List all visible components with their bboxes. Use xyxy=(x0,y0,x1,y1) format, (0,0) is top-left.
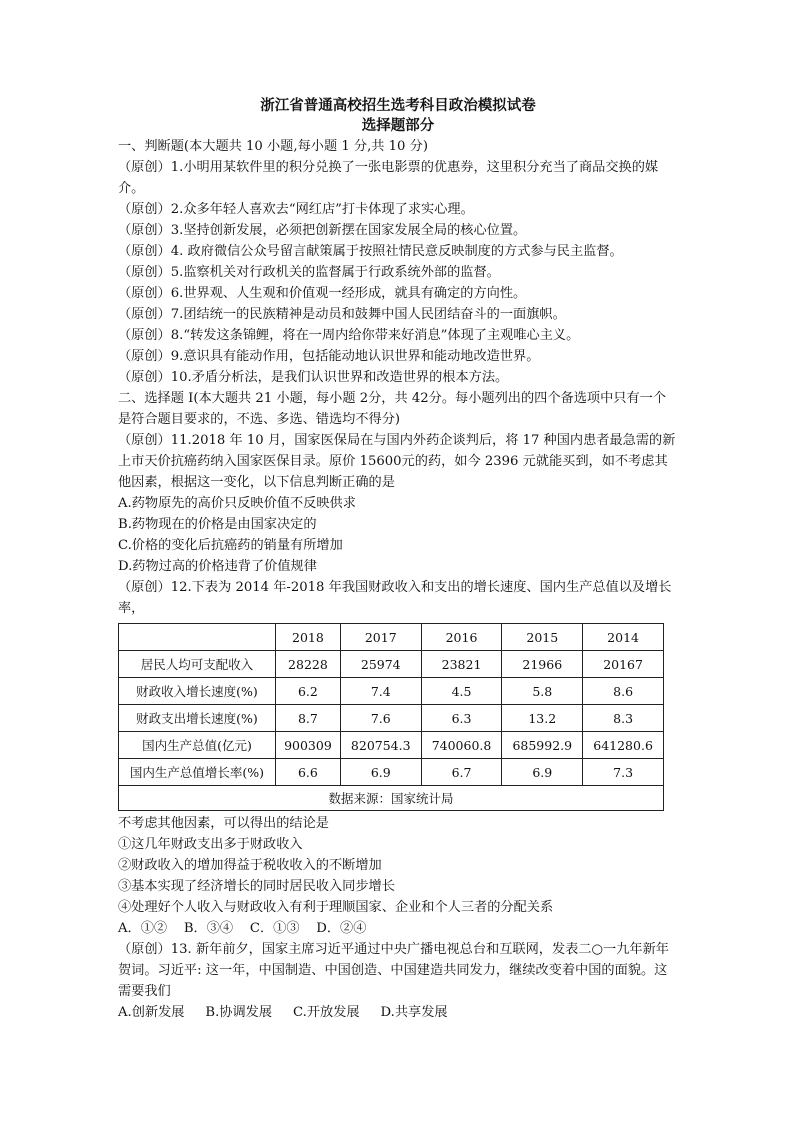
page-subtitle: 选择题部分 xyxy=(361,117,435,134)
table-cell: 8.7 xyxy=(276,705,341,732)
table-cell: 25974 xyxy=(340,651,421,678)
table-header-cell: 2018 xyxy=(276,624,341,651)
q12-statement-3: ③基本实现了经济增长的同时居民收入同步增长 xyxy=(118,879,395,894)
judgment-item-8: （原创）8.“转发这条锦鲤，将在一周内给你带来好消息”体现了主观唯心主义。 xyxy=(118,328,580,343)
table-cell: 641280.6 xyxy=(583,732,664,759)
table-row xyxy=(119,678,664,705)
table-header-cell: 2015 xyxy=(502,624,583,651)
table-row-label: 居民人均可支配收入 xyxy=(119,651,276,678)
judgment-item-4: （原创）4. 政府微信公众号留言献策属于按照社情民意反映制度的方式参与民主监督。 xyxy=(118,244,623,259)
judgment-item-9: （原创）9.意识具有能动作用，包括能动地认识世界和能动地改造世界。 xyxy=(118,349,540,364)
table-row-label: 财政支出增长速度(%) xyxy=(119,705,276,732)
table-cell: 13.2 xyxy=(502,705,583,732)
q12-options: A．①② B．③④ C．①③ D．②④ xyxy=(118,921,367,936)
q12-question: 不考虑其他因素，可以得出的结论是 xyxy=(118,816,329,831)
table-row xyxy=(119,759,664,786)
table-cell: 7.4 xyxy=(340,678,421,705)
table-cell: 7.3 xyxy=(583,759,664,786)
table-cell: 4.5 xyxy=(421,678,502,705)
judgment-item-2: （原创）2.众多年轻人喜欢去“网红店”打卡体现了求实心理。 xyxy=(118,202,474,217)
table-row-label: 国内生产总值增长率(%) xyxy=(119,759,276,786)
table-cell: 21966 xyxy=(502,651,583,678)
table-header-cell: 2017 xyxy=(340,624,421,651)
judgment-item-7: （原创）7.团结统一的民族精神是动员和鼓舞中国人民团结奋斗的一面旗帜。 xyxy=(118,307,566,322)
table-cell: 6.7 xyxy=(421,759,502,786)
q12-stem: （原创）12.下表为 2014 年-2018 年我国财政收入和支出的增长速度、国内生产总值以及增长率， xyxy=(118,580,672,616)
q13-stem: （原创）13. 新年前夕，国家主席习近平通过中央广播电视总台和互联网，发表二○一九年新年贺词。习近平: 这一年，中国制造、中国创造、中国建造共同发力，继续改变着中国的面貌。这需要我们 xyxy=(118,942,669,999)
statistics-table xyxy=(118,623,664,811)
q11-stem: （原创）11.2018 年 10 月，国家医保局在与国内外药企谈判后，将 17 种国内患者最急需的新上市天价抗癌药纳入国家医保目录。原价 15600元的药，如今 2396 元就能买到，如不考虑其他因素，根据这一变化，以下信息判断正确的是 xyxy=(118,433,676,490)
table-cell: 28228 xyxy=(276,651,341,678)
table-source: 数据来源：国家统计局 xyxy=(119,786,664,811)
q12-statement-2: ②财政收入的增加得益于税收收入的不断增加 xyxy=(118,858,382,873)
table-header-cell: 2016 xyxy=(421,624,502,651)
table-cell: 6.6 xyxy=(276,759,341,786)
table-header-row xyxy=(119,624,664,651)
table-cell: 8.3 xyxy=(583,705,664,732)
judgment-item-3: （原创）3.坚持创新发展，必须把创新摆在国家发展全局的核心位置。 xyxy=(118,223,527,238)
table-cell: 740060.8 xyxy=(421,732,502,759)
table-cell: 20167 xyxy=(583,651,664,678)
table-row-label: 国内生产总值(亿元) xyxy=(119,732,276,759)
table-cell: 6.9 xyxy=(502,759,583,786)
judgment-item-10: （原创）10.矛盾分析法，是我们认识世界和改造世界的根本方法。 xyxy=(118,370,509,385)
table-cell: 6.9 xyxy=(340,759,421,786)
table-row-label: 财政收入增长速度(%) xyxy=(119,678,276,705)
exam-content xyxy=(118,96,678,1023)
table-cell: 23821 xyxy=(421,651,502,678)
q12-statement-4: ④处理好个人收入与财政收入有利于理顺国家、企业和个人三者的分配关系 xyxy=(118,900,554,915)
table-cell xyxy=(119,624,276,651)
table-cell: 5.8 xyxy=(502,678,583,705)
section1-heading: 一、判断题(本大题共 10 小题,每小题 1 分,共 10 分) xyxy=(118,139,428,154)
q11-option-a: A.药物原先的高价只反映价值不反映供求 xyxy=(118,496,356,511)
judgment-item-1: （原创）1.小明用某软件里的积分兑换了一张电影票的优惠券，这里积分充当了商品交换的媒介。 xyxy=(118,160,659,196)
q11-option-d: D.药物过高的价格违背了价值规律 xyxy=(118,559,317,574)
table-row xyxy=(119,732,664,759)
table-row xyxy=(119,705,664,732)
q11-option-c: C.价格的变化后抗癌药的销量有所增加 xyxy=(118,538,343,553)
section2-heading: 二、选择题 I(本大题共 21 小题，每小题 2分，共 42分。每小题列出的四个备选项中只有一个是符合题目要求的，不选、多选、错选均不得分) xyxy=(118,391,667,427)
table-header-cell: 2014 xyxy=(583,624,664,651)
q11-option-b: B.药物现在的价格是由国家决定的 xyxy=(118,517,317,532)
table-cell: 685992.9 xyxy=(502,732,583,759)
table-cell: 820754.3 xyxy=(340,732,421,759)
judgment-item-5: （原创）5.监察机关对行政机关的监督属于行政系统外部的监督。 xyxy=(118,265,500,280)
q12-statement-1: ①这几年财政支出多于财政收入 xyxy=(118,837,303,852)
judgment-item-6: （原创）6.世界观、人生观和价值观一经形成，就具有确定的方向性。 xyxy=(118,286,527,301)
table-row xyxy=(119,651,664,678)
table-cell: 6.2 xyxy=(276,678,341,705)
q13-options: A.创新发展 B.协调发展 C.开放发展 D.共享发展 xyxy=(118,1005,448,1020)
table-cell: 900309 xyxy=(276,732,341,759)
table-cell: 6.3 xyxy=(421,705,502,732)
table-cell: 7.6 xyxy=(340,705,421,732)
table-source-row xyxy=(119,786,664,811)
table-cell: 8.6 xyxy=(583,678,664,705)
page-title: 浙江省普通高校招生选考科目政治模拟试卷 xyxy=(260,97,536,114)
